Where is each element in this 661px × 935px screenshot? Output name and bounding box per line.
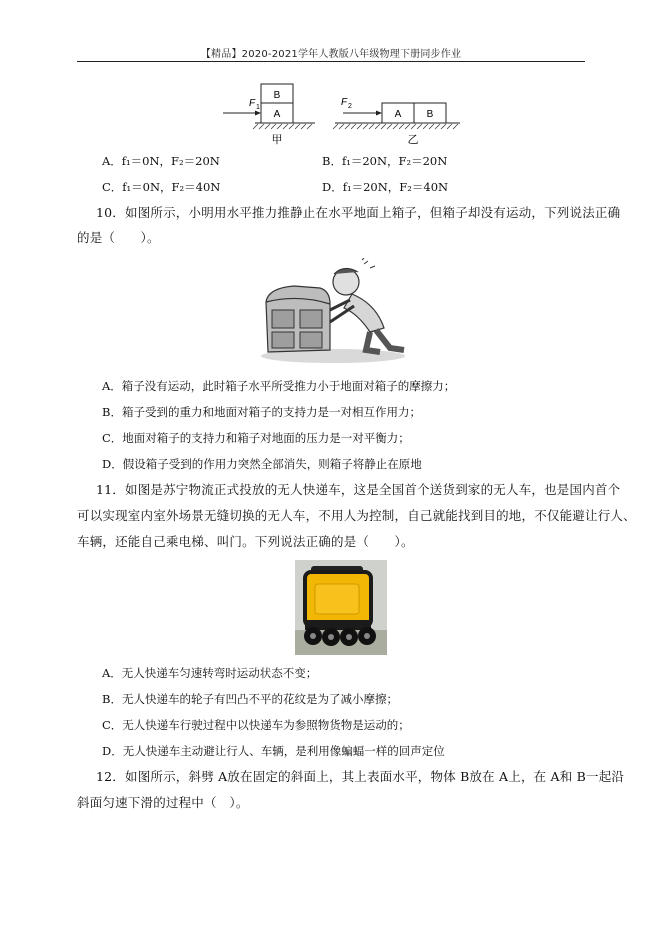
force-f2-subscript: 2: [348, 103, 352, 110]
q11-option-d: D．无人快递车主动避让行人、车辆，是利用像蝙蝠一样的回声定位: [102, 744, 445, 758]
force-f1-arrowhead: [255, 111, 261, 116]
q9-option-c: C．f₁＝0N，F₂＝40N: [102, 180, 221, 194]
q9-option-b: B．f₁＝20N，F₂＝20N: [322, 154, 448, 168]
q11-stem-line2: 可以实现室内室外场景无缝切换的无人车，不用人为控制，自己就能找到目的地，不仅能避让行人、: [77, 508, 636, 523]
block-b-label: B: [273, 90, 281, 101]
header-divider: [77, 61, 585, 62]
q9-option-d: D．f₁＝20N，F₂＝40N: [322, 180, 449, 194]
ground-hatch-right: [333, 124, 458, 129]
q11-option-c: C．无人快递车行驶过程中以快递车为参照物货物是运动的；: [102, 718, 410, 732]
block-a-label: A: [273, 109, 281, 120]
q11-option-a: A．无人快递车匀速转弯时运动状态不变；: [102, 666, 318, 680]
force-f1-subscript: 1: [256, 104, 260, 111]
q12-stem-line1: 12．如图所示，斜劈 A放在固定的斜面上，其上表面水平，物体 B放在 A上，在 A和 B一起沿: [96, 769, 625, 784]
q9-option-a: A．f₁＝0N，F₂＝20N: [102, 154, 220, 168]
q12-stem-line2: 斜面匀速下滑的过程中（ ）。: [77, 795, 249, 810]
force-f1-label: F: [249, 98, 256, 109]
block-b-side-label: B: [426, 109, 434, 120]
figure-label-jia: 甲: [271, 134, 283, 146]
ground-hatch-left: [253, 124, 312, 129]
boy-pushing-box-illustration: [258, 258, 418, 366]
page-header: 【精品】2020-2021学年人教版八年级物理下册同步作业: [200, 49, 462, 60]
delivery-robot-photo: [295, 560, 387, 655]
q10-option-b: B．箱子受到的重力和地面对箱子的支持力是一对相互作用力；: [102, 405, 421, 419]
figure-label-yi: 乙: [407, 134, 419, 146]
block-a-side-label: A: [394, 109, 402, 120]
q11-option-b: B．无人快递车的轮子有凹凸不平的花纹是为了减小摩擦；: [102, 692, 398, 706]
q10-option-d: D．假设箱子受到的作用力突然全部消失，则箱子将静止在原地: [102, 457, 422, 471]
force-f2-arrowhead: [376, 111, 382, 116]
q11-stem-line3: 车辆，还能自己乘电梯、叫门。下列说法正确的是（ ）。: [77, 534, 414, 549]
q11-stem-line1: 11．如图是苏宁物流正式投放的无人快递车，这是全国首个送货到家的无人车，也是国内首个: [96, 482, 621, 497]
q10-option-c: C．地面对箱子的支持力和箱子对地面的压力是一对平衡力；: [102, 431, 410, 445]
force-f2-label: F: [341, 97, 348, 108]
q10-option-a: A．箱子没有运动，此时箱子水平所受推力小于地面对箱子的摩擦力；: [102, 379, 456, 393]
q10-stem-line1: 10．如图所示，小明用水平推力推静止在水平地面上箱子，但箱子却没有运动，下列说法正确: [96, 205, 621, 220]
force-diagram-figure: [210, 82, 470, 152]
q10-stem-line2: 的是（ ）。: [77, 230, 160, 245]
